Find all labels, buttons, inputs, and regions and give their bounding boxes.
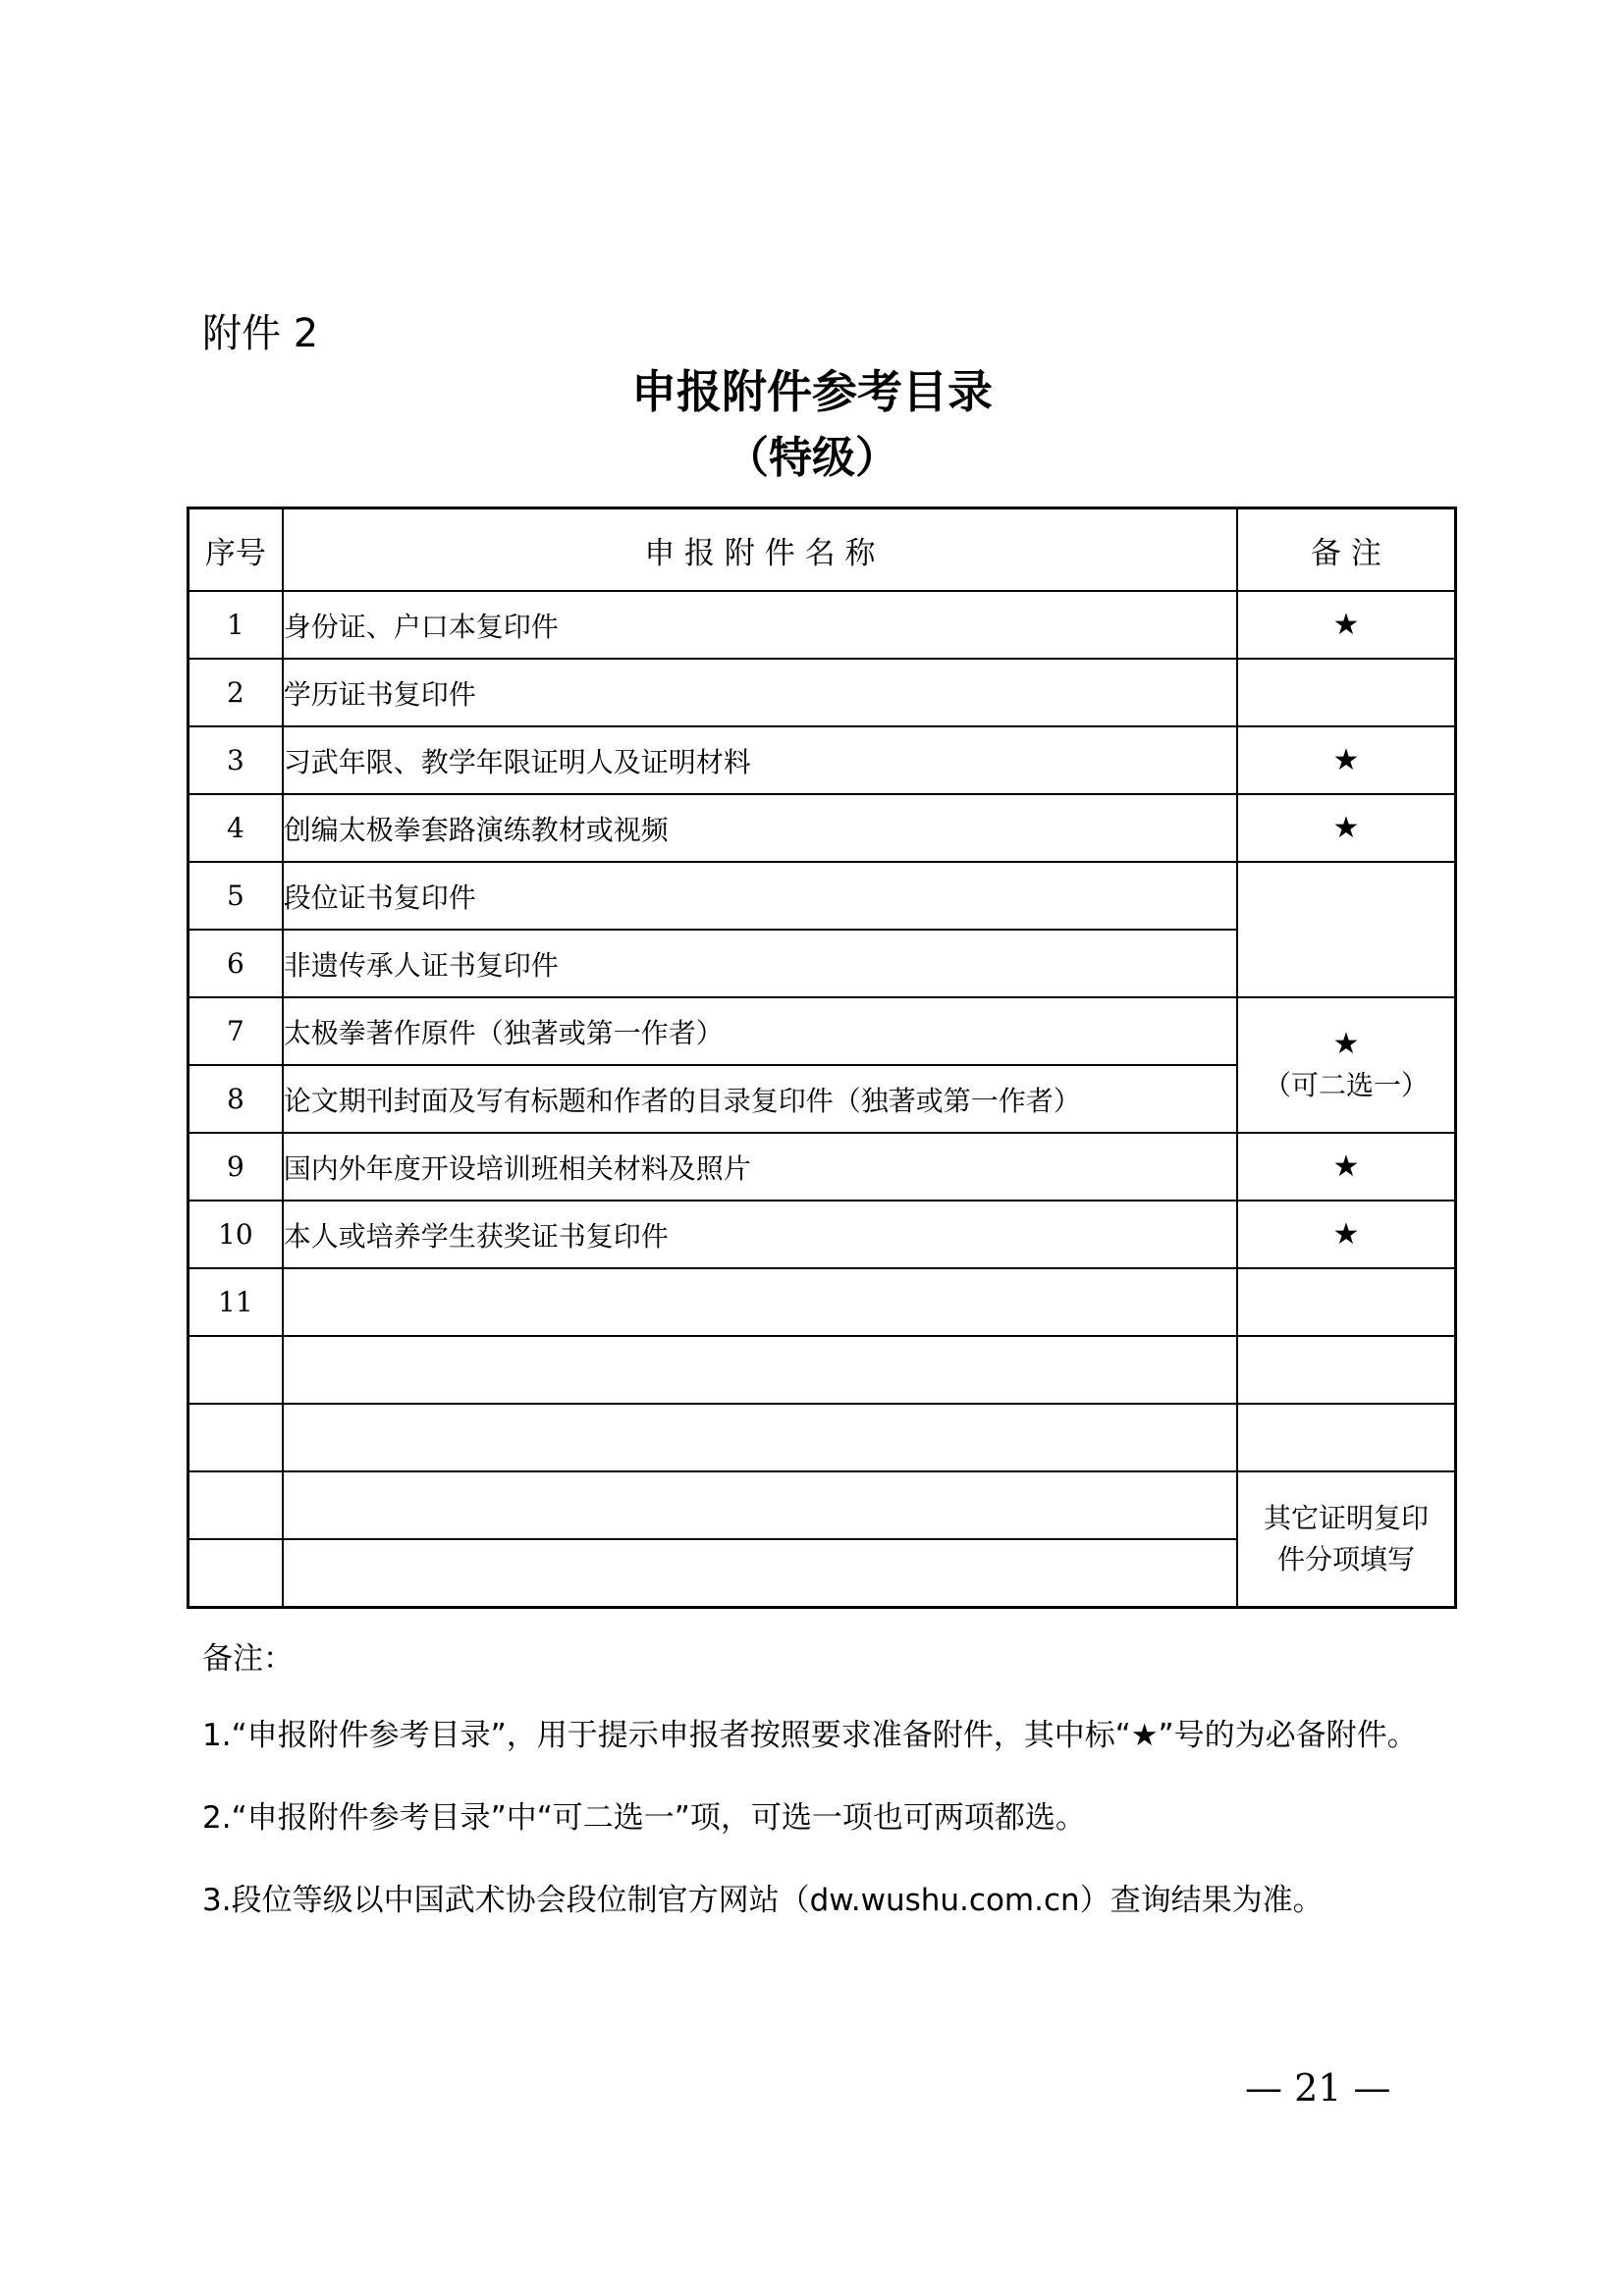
row-name: 论文期刊封面及写有标题和作者的目录复印件（独著或第一作者） (283, 1065, 1237, 1133)
table-row (189, 1404, 1456, 1471)
other-proofs-line-1: 其它证明复印 (1263, 1502, 1429, 1534)
table-row (189, 591, 1456, 659)
star-icon: ★ (1332, 810, 1360, 845)
document-subtitle: （特级） (726, 433, 898, 483)
row-number: 8 (189, 1065, 283, 1133)
merged-remark-rows-7-8 (1237, 997, 1456, 1133)
row-number (189, 1404, 283, 1471)
row-name: 国内外年度开设培训班相关材料及照片 (283, 1133, 1237, 1201)
row-remark (1237, 794, 1456, 862)
row-remark (1237, 1268, 1456, 1336)
row-remark (1237, 659, 1456, 726)
row-number: 7 (189, 997, 283, 1065)
row-name (283, 1336, 1237, 1404)
row-name: 太极拳著作原件（独著或第一作者） (283, 997, 1237, 1065)
row-number: 4 (189, 794, 283, 862)
merged-remark-rows-5-6 (1237, 862, 1456, 997)
row-number: 9 (189, 1133, 283, 1201)
row-number: 6 (189, 930, 283, 997)
table-row (189, 1336, 1456, 1404)
document-title: 申报附件参考目录 (631, 365, 993, 418)
row-number: 11 (189, 1268, 283, 1336)
table-row (189, 1471, 1456, 1539)
row-number (189, 1539, 283, 1608)
row-number: 1 (189, 591, 283, 659)
attachment-label: 附件 2 (202, 311, 319, 356)
other-proofs-line-2: 件分项填写 (1276, 1543, 1415, 1575)
row-name: 习武年限、教学年限证明人及证明材料 (283, 726, 1237, 794)
table-row (189, 862, 1456, 930)
header-name: 申 报 附 件 名 称 (283, 508, 1237, 592)
header-remark: 备 注 (1237, 508, 1456, 592)
row-remark (1237, 1201, 1456, 1268)
row-name: 身份证、户口本复印件 (283, 591, 1237, 659)
row-name: 学历证书复印件 (283, 659, 1237, 726)
row-number: 2 (189, 659, 283, 726)
star-icon: ★ (1332, 1216, 1360, 1252)
merged-remark-other-proofs (1237, 1471, 1456, 1608)
attachments-table (187, 507, 1457, 1609)
row-number: 5 (189, 862, 283, 930)
star-icon: ★ (1332, 742, 1360, 777)
row-number: 3 (189, 726, 283, 794)
table-row (189, 1201, 1456, 1268)
table-row (189, 997, 1456, 1065)
notes-section (202, 1629, 1469, 1942)
table-row (189, 1133, 1456, 1201)
table-row (189, 659, 1456, 726)
star-icon: ★ (1332, 1027, 1360, 1061)
row-name: 本人或培养学生获奖证书复印件 (283, 1201, 1237, 1268)
star-icon: ★ (1332, 1148, 1360, 1184)
row-number (189, 1336, 283, 1404)
table-row (189, 726, 1456, 794)
row-name: 非遗传承人证书复印件 (283, 930, 1237, 997)
row-remark (1237, 591, 1456, 659)
row-number (189, 1471, 283, 1539)
row-remark (1237, 1336, 1456, 1404)
page-number: — 21 — (1245, 2066, 1391, 2109)
row-remark (1237, 1404, 1456, 1471)
note-item-3: 3.段位等级以中国武术协会段位制官方网站（dw.wushu.com.cn）查询结果为准。 (202, 1883, 1324, 1918)
row-name: 创编太极拳套路演练教材或视频 (283, 794, 1237, 862)
row-name (283, 1539, 1237, 1608)
row-name (283, 1404, 1237, 1471)
table-row (189, 1268, 1456, 1336)
header-no: 序号 (189, 508, 283, 592)
note-item-2: 2.“申报附件参考目录”中“可二选一”项，可选一项也可两项都选。 (202, 1800, 1086, 1836)
row-name: 段位证书复印件 (283, 862, 1237, 930)
row-name (283, 1268, 1237, 1336)
row-number: 10 (189, 1201, 283, 1268)
table-header-row (189, 508, 1456, 592)
note-item-1: 1.“申报附件参考目录”，用于提示申报者按照要求准备附件，其中标“★”号的为必备附件。 (202, 1718, 1418, 1753)
row-name (283, 1471, 1237, 1539)
row-remark (1237, 1133, 1456, 1201)
row-remark (1237, 726, 1456, 794)
notes-heading: 备注： (202, 1641, 294, 1677)
table-row (189, 794, 1456, 862)
star-icon: ★ (1332, 607, 1360, 642)
choose-one-note: （可二选一） (1263, 1069, 1429, 1101)
